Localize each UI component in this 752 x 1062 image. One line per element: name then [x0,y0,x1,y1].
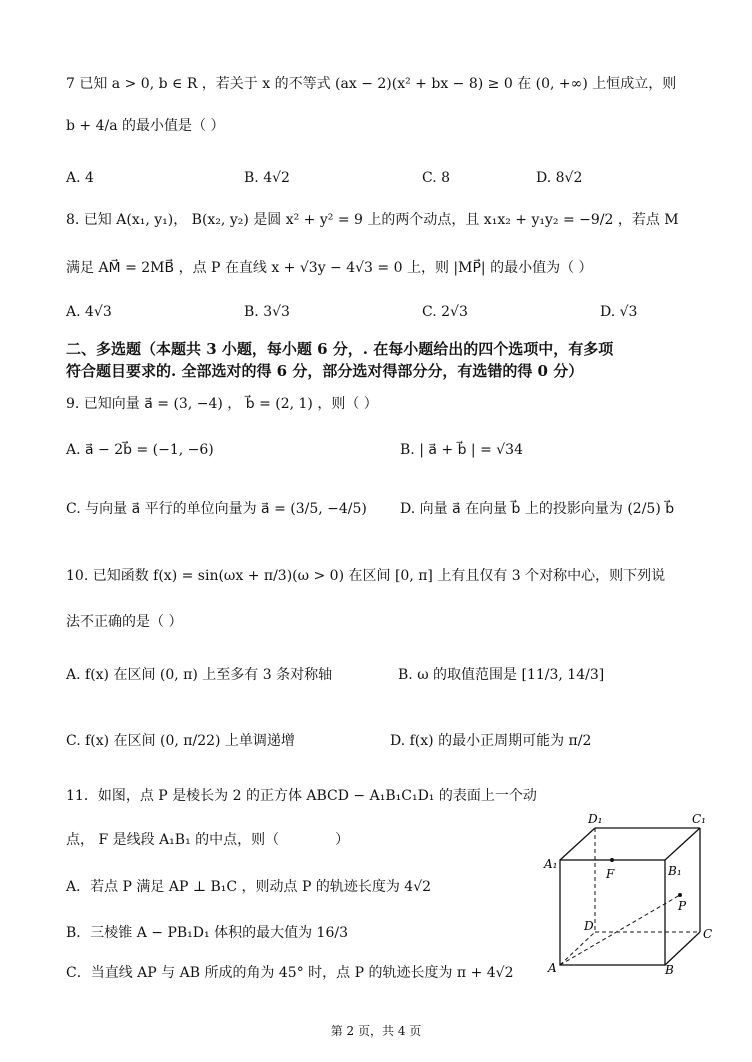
label-p: P [678,899,687,913]
page-footer: 第 2 页，共 4 页 [330,1024,422,1038]
q9-option-b: B. | a⃗ + b⃗ | = √34 [400,442,523,458]
q11-option-c: C．当直线 AP 与 AB 所成的角为 45° 时，点 P 的轨迹长度为 π + 4√2 [66,965,514,981]
q8-line2: 满足 AM⃗ = 2MB⃗ ，点 P 在直线 x + √3y − 4√3 = 0 上，则 |MP⃗| 的最小值为（ ） [66,260,593,276]
q8-line1: 8. 已知 A(x₁, y₁)， B(x₂, y₂) 是圆 x² + y² = 9 上的两个动点，且 x₁x₂ + y₁y₂ = −9/2 ，若点 M [66,212,679,228]
q11-line2: 点， F 是线段 A₁B₁ 的中点，则（ ） [66,832,350,848]
q9-option-d: D. 向量 a⃗ 在向量 b⃗ 上的投影向量为 (2/5) b⃗ [400,501,675,517]
label-c: C [703,927,713,941]
q9-stem: 9. 已知向量 a⃗ = (3, −4) ， b⃗ = (2, 1) ，则（ ） [66,396,378,412]
q8-option-d: D. √3 [600,304,638,320]
q8-option-c: C. 2√3 [422,304,468,320]
q10-line2: 法不正确的是（ ） [66,614,183,630]
q7-line1: 7 已知 a > 0, b ∈ R ，若关于 x 的不等式 (ax − 2)(x² + bx − 8) ≥ 0 在 (0, +∞) 上恒成立，则 [66,76,677,92]
point-p [678,893,682,897]
label-f: F [606,867,615,881]
label-d: D [584,919,594,933]
label-b: B [665,963,674,977]
label-b1: B₁ [668,864,682,878]
label-d1: D₁ [588,812,603,826]
q10-line1: 10. 已知函数 f(x) = sin(ωx + π/3)(ω > 0) 在区间 [0, π] 上有且仅有 3 个对称中心，则下列说 [66,568,666,584]
label-c1: C₁ [692,812,706,826]
q8-option-a: A. 4√3 [66,304,112,320]
label-a: A [548,961,557,975]
cube-figure [540,810,720,980]
q9-option-c: C. 与向量 a⃗ 平行的单位向量为 a⃗ = (3/5, −4/5) [66,501,367,517]
q7-option-b: B. 4√2 [244,170,290,186]
q10-option-c: C. f(x) 在区间 (0, π/22) 上单调递增 [66,733,295,749]
q10-option-b: B. ω 的取值范围是 [11/3, 14/3] [398,667,605,683]
q7-option-d: D. 8√2 [536,170,583,186]
q7-line2: b + 4/a 的最小值是（ ） [66,118,225,134]
q10-option-d: D. f(x) 的最小正周期可能为 π/2 [390,733,592,749]
q11-option-b: B．三棱锥 A − PB₁D₁ 体积的最大值为 16/3 [66,925,348,941]
q11-option-a: A．若点 P 满足 AP ⊥ B₁C ，则动点 P 的轨迹长度为 4√2 [66,879,432,895]
q8-option-b: B. 3√3 [244,304,290,320]
section2-line1: 二、多选题（本题共 3 小题，每小题 6 分，. 在每小题给出的四个选项中，有多项 [66,340,614,358]
section2-line2: 符合题目要求的. 全部选对的得 6 分，部分选对得部分分，有选错的得 0 分） [66,362,584,380]
q10-option-a: A. f(x) 在区间 (0, π) 上至多有 3 条对称轴 [66,667,333,683]
q11-line1: 11．如图，点 P 是棱长为 2 的正方体 ABCD − A₁B₁C₁D₁ 的表面上一个动 [66,788,537,804]
q7-option-c: C. 8 [422,170,451,186]
point-f [610,858,614,862]
q7-option-a: A. 4 [66,170,94,186]
label-a1: A₁ [544,857,558,871]
q9-option-a: A. a⃗ − 2b⃗ = (−1, −6) [66,442,214,458]
